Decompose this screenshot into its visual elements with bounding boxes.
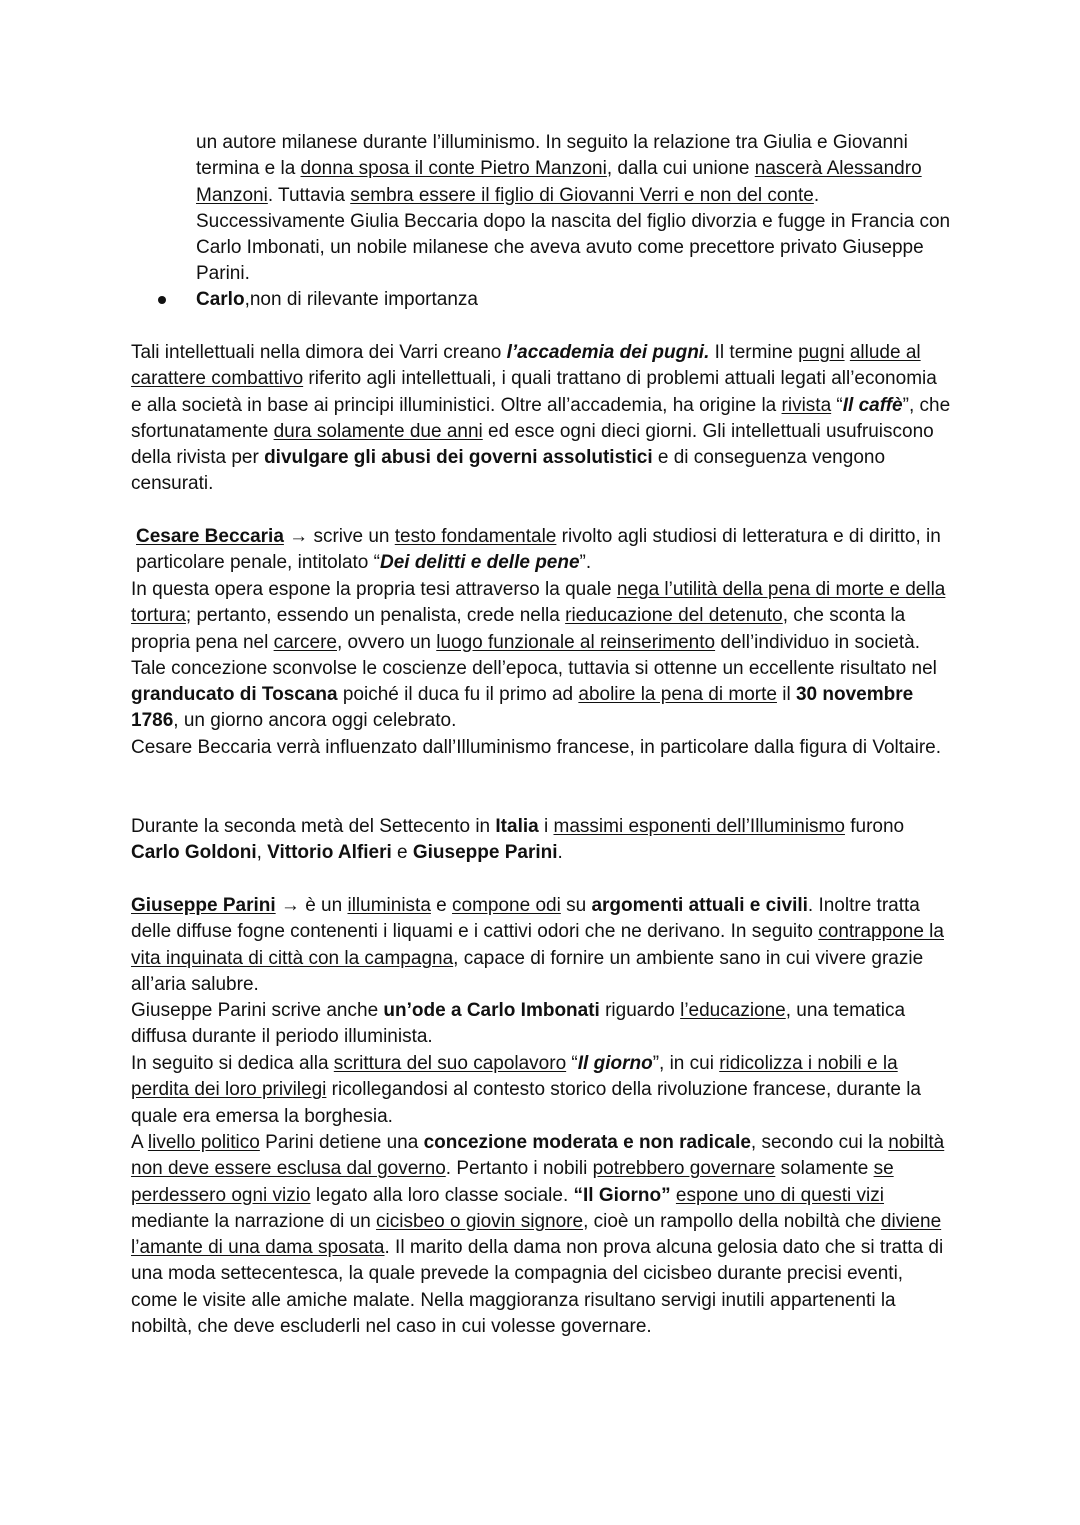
text: , che sconta la propria pena nel bbox=[131, 605, 906, 653]
underlined-text: massimi esponenti dell’Illuminismo bbox=[553, 816, 845, 837]
text: . Successivamente Giulia Beccaria dopo la nascita del figlio divorzia e fugge in Francia con Carlo Imbonati, un nobile milanese che aveva avuto come precettore privato Giuseppe Parini. bbox=[196, 184, 951, 285]
text: , un giorno ancora oggi celebrato. bbox=[173, 710, 457, 732]
text: , dalla cui unione bbox=[606, 158, 755, 180]
underlined-text: diviene l’amante di una dama sposata bbox=[131, 1210, 942, 1259]
bold-text: divulgare gli abusi dei governi assolutistici bbox=[264, 447, 653, 469]
paragraph-esponenti-illuminismo bbox=[131, 814, 951, 867]
bold-text: Giuseppe Parini bbox=[412, 842, 558, 864]
paragraph-parini-politica bbox=[131, 1130, 951, 1340]
underlined-text: contrappone la vita inquinata di città con la campagna bbox=[131, 921, 944, 969]
text: . Il marito della dama non prova alcuna gelosia dato che si tratta di una moda settecentesca, la quale prevede la compagnia del cicisbeo durante precisi eventi, come le visite alle amiche malate. Nella maggioranza risultano servigi inutili appartenenti la nobiltà, che deve escluderli nel caso in cui volesse governare. bbox=[131, 1237, 944, 1338]
text: Durante la seconda metà del Settecento in bbox=[131, 816, 496, 837]
underlined-text: carcere bbox=[273, 631, 337, 653]
underlined-text: se perdessero ogni vizio bbox=[131, 1158, 894, 1206]
paragraph-beccaria-tesi bbox=[131, 577, 951, 735]
text: , cioè un rampollo della nobiltà che bbox=[583, 1210, 881, 1232]
bullet-dot-icon bbox=[158, 296, 166, 304]
bold-text: granducato di Toscana bbox=[131, 684, 338, 706]
text: Il termine bbox=[709, 342, 799, 363]
underlined-text: potrebbero governare bbox=[592, 1158, 776, 1180]
underlined-text: illuminista bbox=[347, 895, 431, 916]
text: Tali intellettuali nella dimora dei Varri creano bbox=[131, 342, 507, 363]
text: . Tuttavia bbox=[267, 184, 351, 206]
paragraph-giulia-beccaria bbox=[196, 130, 956, 288]
text: e bbox=[430, 895, 453, 916]
bold-text: Vittorio Alfieri bbox=[267, 842, 392, 864]
text: . bbox=[557, 842, 563, 864]
text: rivolto agli studiosi di letteratura e di diritto, in particolare penale, intitolato “ bbox=[136, 526, 941, 574]
text: . Pertanto i nobili bbox=[445, 1158, 593, 1180]
paragraph-parini-ode bbox=[131, 998, 951, 1051]
text: Parini detiene una bbox=[259, 1132, 424, 1153]
text: , bbox=[256, 842, 268, 864]
text: i bbox=[538, 816, 554, 837]
text: riferito agli intellettuali, i quali trattano di problemi attuali legati all’economia e alla società in base ai principi illuministici. Oltre all’accademia, ha origine la bbox=[131, 368, 937, 416]
paragraph-accademia-dei-pugni bbox=[131, 340, 951, 498]
text: legato alla loro classe sociale. bbox=[310, 1184, 574, 1206]
bold-text: Italia bbox=[495, 816, 539, 837]
text: mediante la narrazione di un bbox=[131, 1210, 377, 1232]
text: Cesare Beccaria verrà influenzato dall’Illuminismo francese, in particolare dalla figura di Voltaire. bbox=[131, 737, 942, 758]
text: e bbox=[391, 842, 413, 864]
text: il bbox=[776, 684, 796, 706]
bold-underlined-text: Giuseppe Parini bbox=[131, 895, 276, 916]
bold-italic-text: Dei delitti e delle pene bbox=[379, 552, 580, 574]
text: ; pertanto, essendo un penalista, crede nella bbox=[185, 605, 566, 627]
underlined-text: espone uno di questi vizi bbox=[675, 1184, 885, 1206]
underlined-text: rivista bbox=[781, 394, 832, 416]
text: ”, che sfortunatamente bbox=[131, 394, 951, 442]
text: su bbox=[560, 895, 592, 916]
bold-text: “Il Giorno” bbox=[573, 1184, 671, 1206]
text: . Inoltre tratta delle diffuse fogne contenenti i liquami e i cattivi odori che ne derivano. In seguito bbox=[131, 895, 920, 943]
text: dell’individuo in società. Tale concezione sconvolse le coscienze dell’epoca, tuttavia si ottenne un eccellente risultato nel bbox=[131, 631, 937, 679]
underlined-text: dura solamente due anni bbox=[273, 420, 483, 442]
text: In questa opera espone la propria tesi attraverso la quale bbox=[131, 579, 617, 600]
bold-text: argomenti attuali e civili bbox=[591, 895, 808, 916]
text: un autore milanese durante l’illuminismo. In seguito la relazione tra Giulia e Giovanni termina e la bbox=[196, 132, 908, 180]
text: Giuseppe Parini scrive anche bbox=[131, 1000, 384, 1021]
text: → è un bbox=[275, 895, 348, 916]
bold-underlined-text: Cesare Beccaria bbox=[136, 526, 284, 547]
underlined-text: nascerà Alessandro Manzoni bbox=[196, 158, 922, 206]
text: , capace di fornire un ambiente sano in cui vivere grazie all’aria salubre. bbox=[131, 947, 924, 995]
underlined-text: luogo funzionale al reinserimento bbox=[436, 631, 716, 653]
text: , una tematica diffusa durante il periodo illuminista. bbox=[131, 1000, 906, 1048]
bold-text: Carlo bbox=[196, 289, 245, 310]
bold-text: un’ode a Carlo Imbonati bbox=[383, 1000, 600, 1021]
underlined-text: sembra essere il figlio di Giovanni Verri e non del conte bbox=[350, 184, 814, 206]
underlined-text: compone odi bbox=[452, 895, 561, 916]
underlined-text: allude al carattere combattivo bbox=[131, 342, 921, 390]
bold-italic-text: Il giorno bbox=[577, 1053, 653, 1074]
text: “ bbox=[566, 1053, 578, 1074]
text: e di conseguenza vengono censurati. bbox=[131, 447, 886, 495]
underlined-text: nega l’utilità della pena di morte e della tortura bbox=[131, 579, 946, 627]
text: , ovvero un bbox=[336, 631, 437, 653]
paragraph-beccaria-voltaire bbox=[131, 735, 951, 761]
bold-italic-text: l’accademia dei pugni. bbox=[506, 342, 710, 363]
underlined-text: nobiltà non deve essere esclusa dal governo bbox=[131, 1132, 945, 1180]
text: “ bbox=[831, 394, 843, 416]
text: ,non di rilevante importanza bbox=[244, 289, 478, 310]
paragraph-giuseppe-parini-heading bbox=[131, 893, 951, 998]
underlined-text: ridicolizza i nobili e la perdita dei loro privilegi bbox=[131, 1053, 898, 1101]
text: furono bbox=[844, 816, 905, 837]
text: → scrive un bbox=[283, 526, 395, 547]
underlined-text: pugni bbox=[798, 342, 845, 363]
text: ”. bbox=[579, 552, 592, 574]
underlined-text: livello politico bbox=[147, 1132, 260, 1153]
bold-text: 30 novembre 1786 bbox=[131, 684, 914, 732]
paragraph-cesare-beccaria-heading bbox=[136, 524, 956, 577]
text: , secondo cui la bbox=[750, 1132, 889, 1153]
text: In seguito si dedica alla bbox=[131, 1053, 334, 1074]
underlined-text: abolire la pena di morte bbox=[578, 684, 777, 706]
bold-italic-text: Il caffè bbox=[842, 394, 903, 416]
underlined-text: rieducazione del detenuto bbox=[565, 605, 783, 627]
text: ”, in cui bbox=[652, 1053, 720, 1074]
underlined-text: l’educazione bbox=[680, 1000, 786, 1021]
text: ed esce ogni dieci giorni. Gli intellettuali usufruiscono della rivista per bbox=[131, 420, 934, 469]
underlined-text: scrittura del suo capolavoro bbox=[333, 1053, 567, 1074]
text: ricollegandosi al contesto storico della rivoluzione francese, durante la quale era emersa la borghesia. bbox=[131, 1079, 922, 1127]
bold-text: concezione moderata e non radicale bbox=[423, 1132, 751, 1153]
text: A bbox=[131, 1132, 148, 1153]
underlined-text: testo fondamentale bbox=[394, 526, 557, 547]
text: riguardo bbox=[599, 1000, 681, 1021]
bold-text: Carlo Goldoni bbox=[131, 842, 257, 864]
bullet-text bbox=[196, 287, 478, 313]
underlined-text: donna sposa il conte Pietro Manzoni bbox=[300, 158, 607, 180]
text: solamente bbox=[775, 1158, 874, 1180]
text: poiché il duca fu il primo ad bbox=[337, 684, 579, 706]
underlined-text: cicisbeo o giovin signore bbox=[376, 1210, 584, 1232]
paragraph-il-giorno bbox=[131, 1051, 951, 1130]
